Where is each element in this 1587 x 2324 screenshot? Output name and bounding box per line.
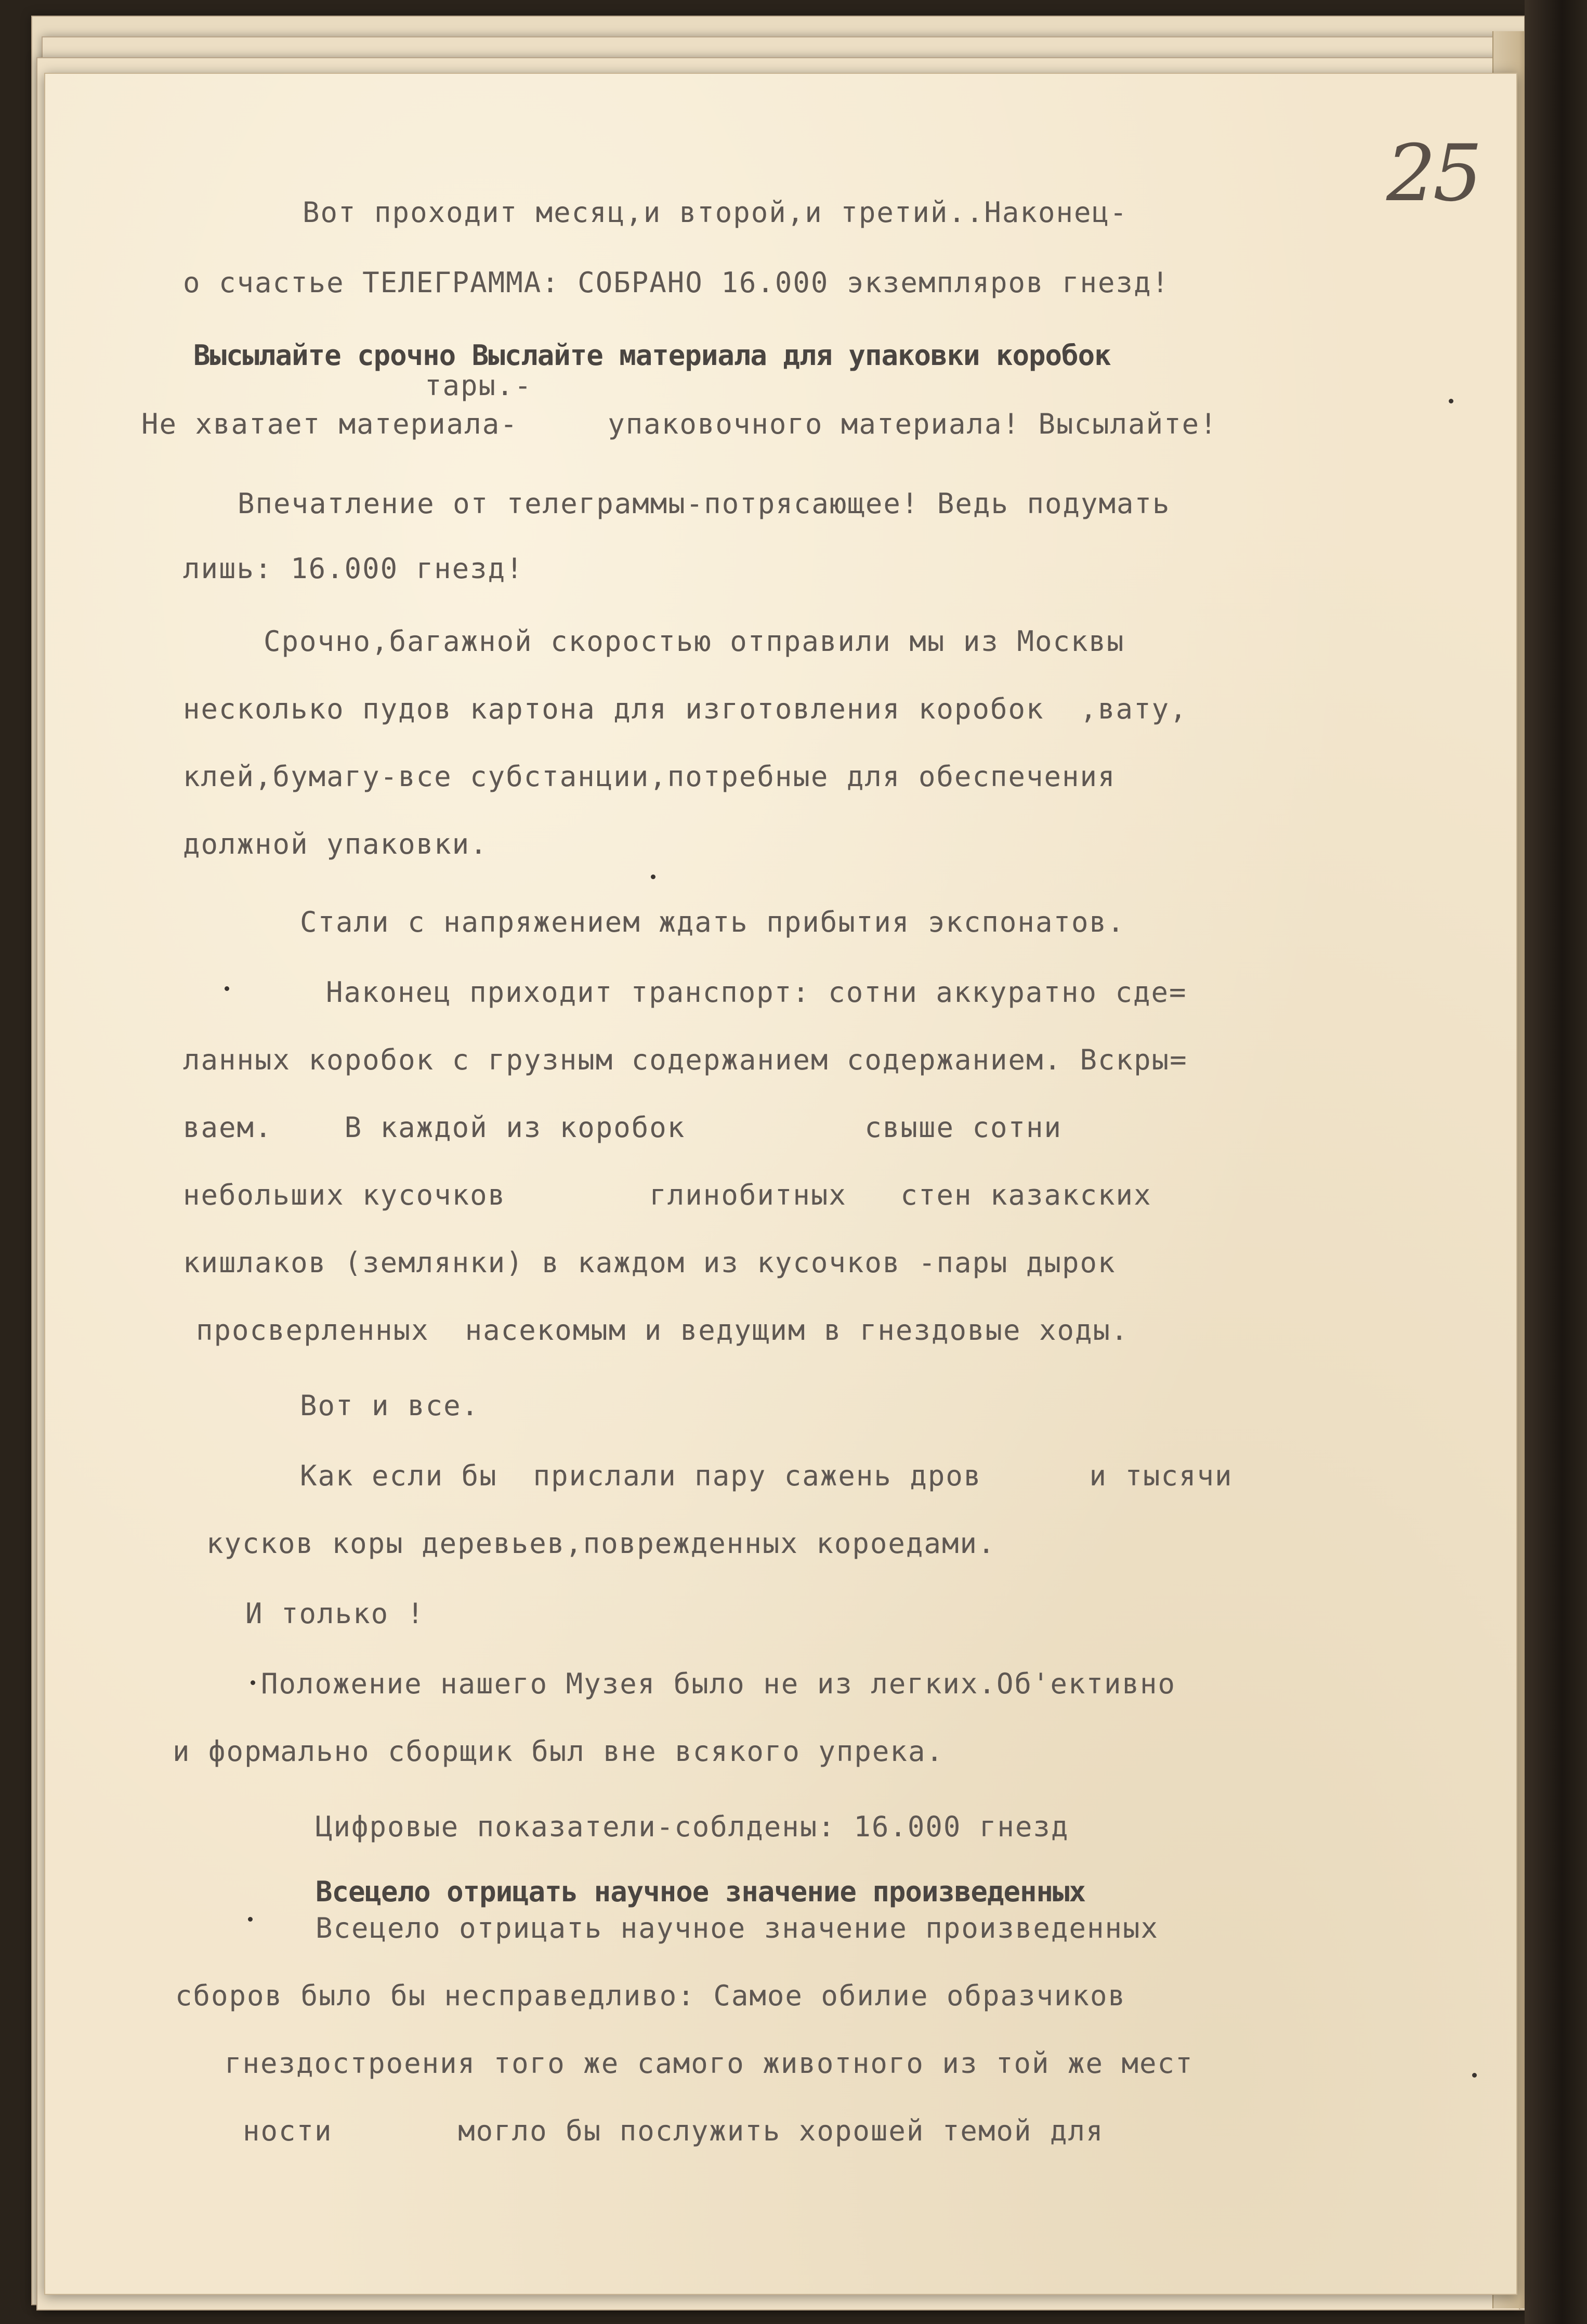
text-line: просверленных насекомым и ведущим в гнездовые ходы.: [196, 1314, 1129, 1347]
text-line: Положение нашего Музея было не из легких.Об'ективно: [261, 1667, 1176, 1700]
text-line: должной упаковки.: [183, 828, 488, 860]
binding-edge: [1525, 0, 1587, 2324]
ink-mark: [651, 874, 655, 879]
text-line: Вот проходит месяц,и второй,и третий..Наконец-: [303, 196, 1128, 229]
ink-mark: [1472, 2073, 1477, 2078]
text-line: Как если бы прислали пару сажень дров и тысячи: [300, 1459, 1233, 1492]
text-line: кишлаков (землянки) в каждом из кусочков -пары дырок: [183, 1246, 1116, 1279]
ink-mark: [225, 986, 229, 991]
text-line: о счастье ТЕЛЕГРАММА: СОБРАНО 16.000 экземпляров гнезд!: [183, 266, 1170, 299]
text-line: ваем. В каждой из коробок свыше сотни: [183, 1111, 1063, 1144]
text-line: кусков коры деревьев,поврежденных короедами.: [206, 1527, 996, 1560]
text-line: Наконец приходит транспорт: сотни аккуратно сде=: [326, 976, 1187, 1009]
text-line-overtyped: Высылайте срочно Выслайте материала для упаковки коробок: [193, 339, 1111, 372]
text-line: несколько пудов картона для изготовления коробок ,вату,: [183, 693, 1188, 725]
text-line: ности могло бы послужить хорошей темой для: [243, 2114, 1104, 2147]
text-line: сборов было бы несправедливо: Самое обилие образчиков: [175, 1979, 1126, 2012]
folio-number: 25: [1386, 128, 1479, 219]
text-line: тары.-: [425, 369, 533, 402]
text-line: лишь: 16.000 гнезд!: [183, 552, 524, 585]
text-line: И только !: [245, 1597, 425, 1630]
text-line-overtyped: Всецело отрицать научное значение произведенных: [316, 1875, 1086, 1908]
typewritten-page: [44, 73, 1517, 2295]
ink-mark: [1449, 399, 1453, 403]
text-line: Не хватает материала- упаковочного материала! Высылайте!: [141, 408, 1218, 440]
text-line: Впечатление от телеграммы-потрясающее! Ведь подумать: [238, 487, 1171, 520]
text-line: гнездостроения того же самого животного из той же мест: [225, 2047, 1193, 2080]
text-line: Всецело отрицать научное значение произведенных: [316, 1912, 1159, 1944]
text-line: клей,бумагу-все субстанции,потребные для обеспечения: [183, 760, 1116, 793]
ink-mark: [251, 1680, 255, 1685]
text-line: ланных коробок с грузным содержанием содержанием. Вскры=: [183, 1043, 1188, 1076]
text-line: Цифровые показатели-соблдены: 16.000 гнезд: [316, 1810, 1069, 1843]
text-line: Стали с напряжением ждать прибытия экспонатов.: [300, 906, 1125, 938]
text-line: и формально сборщик был вне всякого упрека.: [173, 1735, 944, 1768]
text-line: Срочно,багажной скоростью отправили мы из Москвы: [264, 625, 1125, 658]
text-line: небольших кусочков глинобитных стен казакских: [183, 1179, 1152, 1211]
text-line: Вот и все.: [300, 1389, 480, 1422]
ink-mark: [248, 1917, 253, 1922]
